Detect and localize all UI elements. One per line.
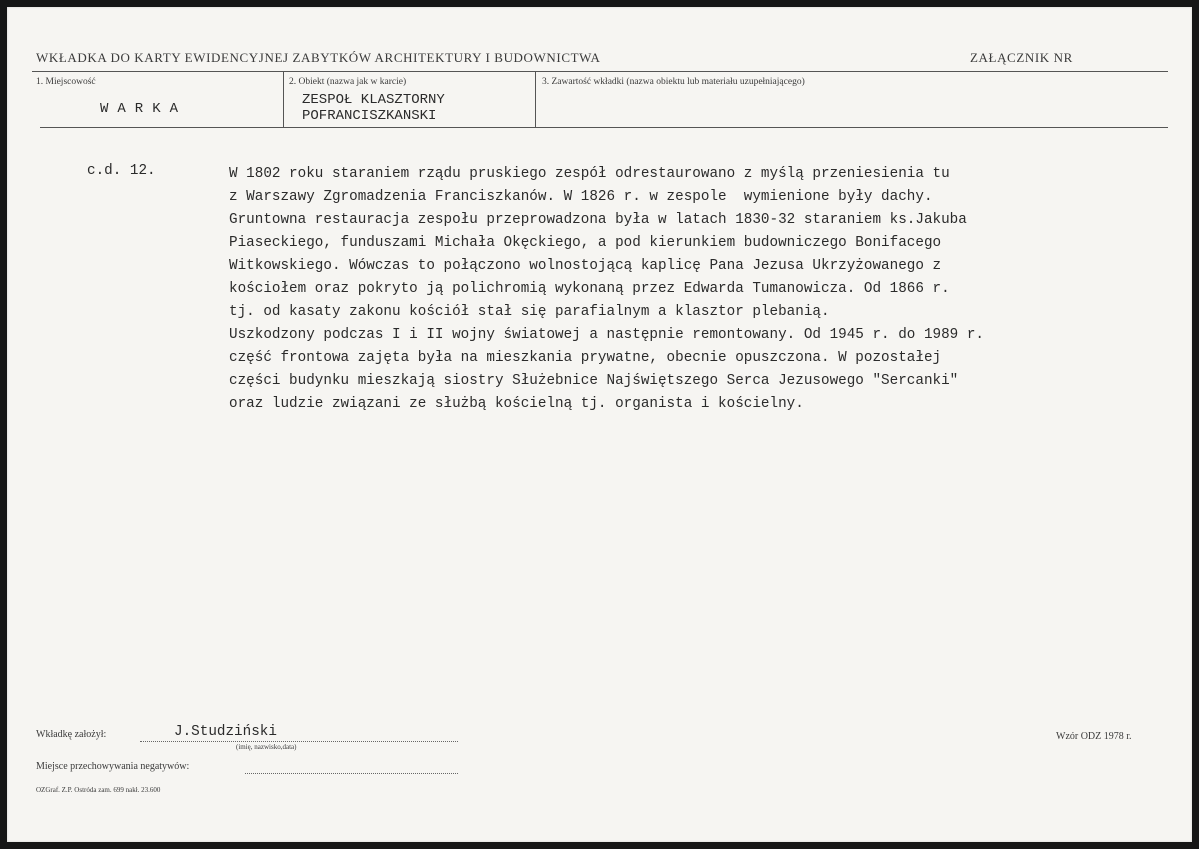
annex-label: ZAŁĄCZNIK NR — [970, 50, 1073, 65]
object-label: 2. Obiekt (nazwa jak w karcie) — [289, 77, 407, 87]
body-line: z Warszawy Zgromadzenia Franciszkanów. W 1826 r. w zespole wymienione były dachy. — [229, 189, 933, 205]
card-title: WKŁADKA DO KARTY EWIDENCYJNEJ ZABYTKÓW ARCHITEKTURY I BUDOWNICTWA — [36, 50, 601, 65]
prepared-by-hint: (imię, nazwisko,data) — [236, 743, 297, 751]
prepared-by-line — [140, 741, 458, 742]
object-value-line1: ZESPOŁ KLASZTORNY — [302, 92, 445, 108]
contents-label: 3. Zawartość wkładki (nazwa obiektu lub materiału uzupełniającego) — [542, 77, 805, 87]
fields-bottom-rule — [40, 127, 1168, 128]
template-label: Wzór ODZ 1978 r. — [1056, 731, 1132, 742]
prepared-by-label: Wkładkę założył: — [36, 729, 107, 740]
locality-value: WARKA — [100, 101, 188, 117]
negative-storage-line — [245, 773, 458, 774]
continuation-ref: c.d. 12. — [87, 163, 156, 179]
body-line: oraz ludzie związani ze służbą kościelną tj. organista i kościelny. — [229, 396, 804, 412]
body-text — [229, 163, 984, 416]
negative-storage-label: Miejsce przechowywania negatywów: — [36, 761, 190, 772]
header-rule — [32, 71, 1168, 72]
body-line: W 1802 roku staraniem rządu pruskiego zespół odrestaurowano z myślą przeniesienia tu — [229, 166, 950, 182]
printer-imprint: OZGraf. Z.P. Ostróda zam. 699 nakł. 23.600 — [36, 786, 161, 794]
body-line: Piaseckiego, funduszami Michała Okęckiego, a pod kierunkiem budowniczego Bonifacego — [229, 235, 942, 251]
object-value-line2: POFRANCISZKANSKI — [302, 108, 437, 124]
body-line: część frontowa zajęta była na mieszkania prywatne, obecnie opuszczona. W pozostałej — [229, 350, 942, 366]
locality-label: 1. Miejscowość — [36, 77, 96, 87]
body-line: Gruntowna restauracja zespołu przeprowadzona była w latach 1830-32 staraniem ks.Jakuba — [229, 212, 967, 228]
body-line: Uszkodzony podczas I i II wojny światowej a następnie remontowany. Od 1945 r. do 1989 r. — [229, 327, 984, 343]
record-card — [7, 7, 1192, 842]
field-divider — [535, 71, 536, 127]
body-line: kościołem oraz pokryto ją polichromią wykonaną przez Edwarda Tumanowicza. Od 1866 r. — [229, 281, 950, 297]
body-line: tj. od kasaty zakonu kościół stał się parafialnym a klasztor plebanią. — [229, 304, 830, 320]
field-divider — [283, 71, 284, 127]
body-line: części budynku mieszkają siostry Służebnice Najświętszego Serca Jezusowego "Sercanki" — [229, 373, 959, 389]
body-line: Witkowskiego. Wówczas to połączono wolnostojącą kaplicę Pana Jezusa Ukrzyżowanego z — [229, 258, 942, 274]
prepared-by-value: J.Studziński — [174, 724, 277, 740]
